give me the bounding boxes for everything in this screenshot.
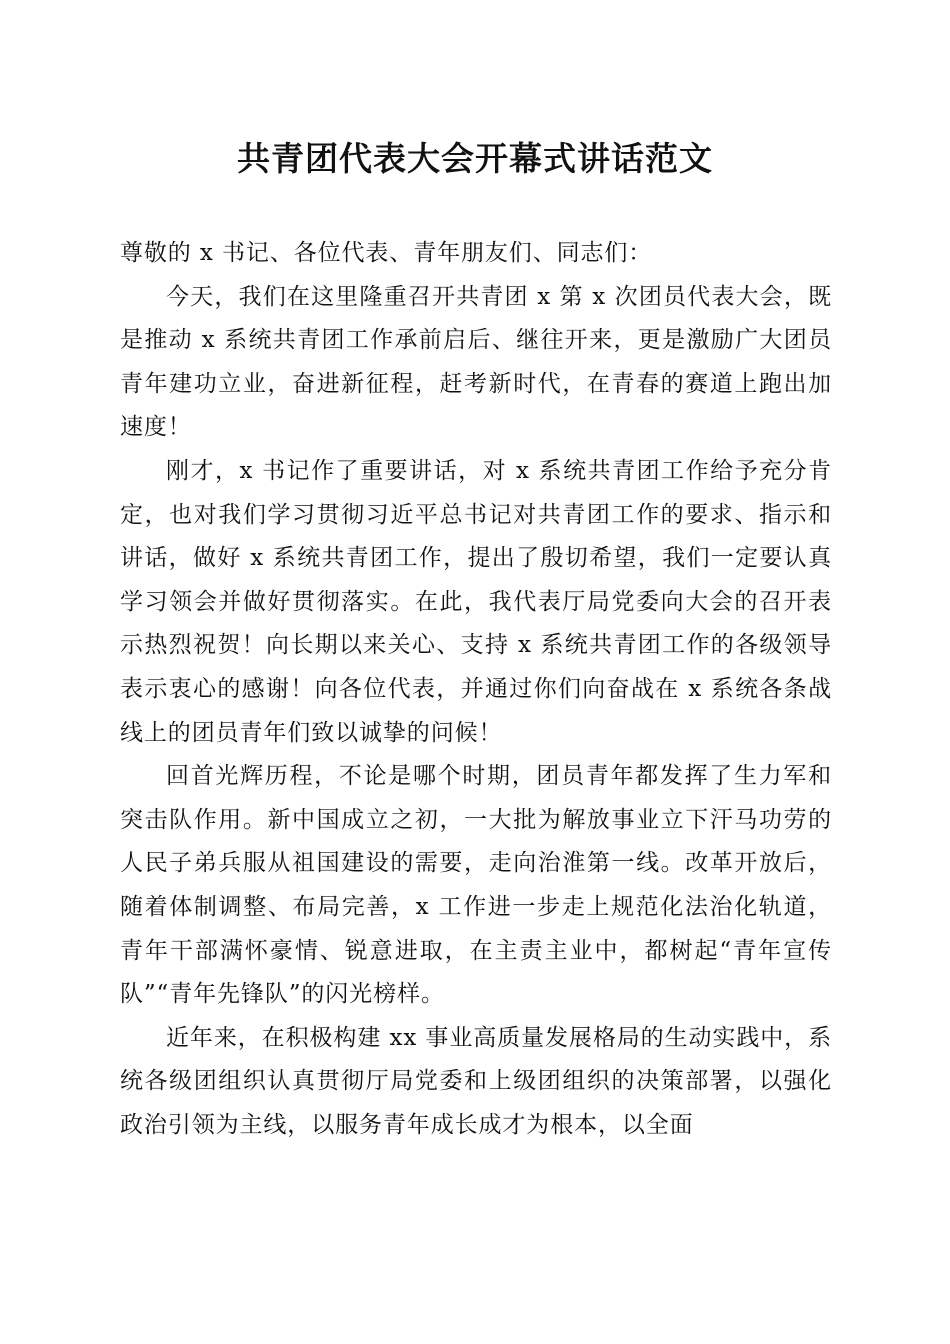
paragraph-3: 回首光辉历程，不论是哪个时期，团员青年都发挥了生力军和突击队作用。新中国成立之初，一大批为解放事业立下汗马功劳的人民子弟兵服从祖国建设的需要，走向治淮第一线。改革开放后，随着体制调整、布局完善，x 工作进一步走上规范化法治化轨道，青年干部满怀豪情、锐意进取，在主责主业中，都树起“青年宣传队”“青年先锋队”的闪光榜样。 [120, 763, 832, 1008]
paragraph-4: 近年来，在积极构建 xx 事业高质量发展格局的生动实践中，系统各级团组织认真贯彻厅局党委和上级团组织的决策部署，以强化政治引领为主线，以服务青年成长成才为根本，以全面 [120, 1024, 832, 1138]
paragraph-1: 今天，我们在这里隆重召开共青团 x 第 x 次团员代表大会，既是推动 x 系统共青团工作承前启后、继往开来，更是激励广大团员青年建功立业，奋进新征程，赶考新时代，在青春的赛道上跑出加速度！ [120, 283, 832, 441]
document-body [120, 232, 832, 1147]
paragraph-2: 刚才，x 书记作了重要讲话，对 x 系统共青团工作给予充分肯定，也对我们学习贯彻习近平总书记对共青团工作的要求、指示和讲话，做好 x 系统共青团工作，提出了殷切希望，我们一定要认真学习领会并做好贯彻落实。在此，我代表厅局党委向大会的召开表示热烈祝贺！向长期以来关心、支持 x 系统共青团工作的各级领导表示衷心的感谢！向各位代表，并通过你们向奋战在 x 系统各条战线上的团员青年们致以诚挚的问候！ [120, 457, 832, 746]
salutation: 尊敬的 x 书记、各位代表、青年朋友们、同志们： [120, 240, 653, 266]
document-title: 共青团代表大会开幕式讲话范文 [237, 139, 713, 178]
